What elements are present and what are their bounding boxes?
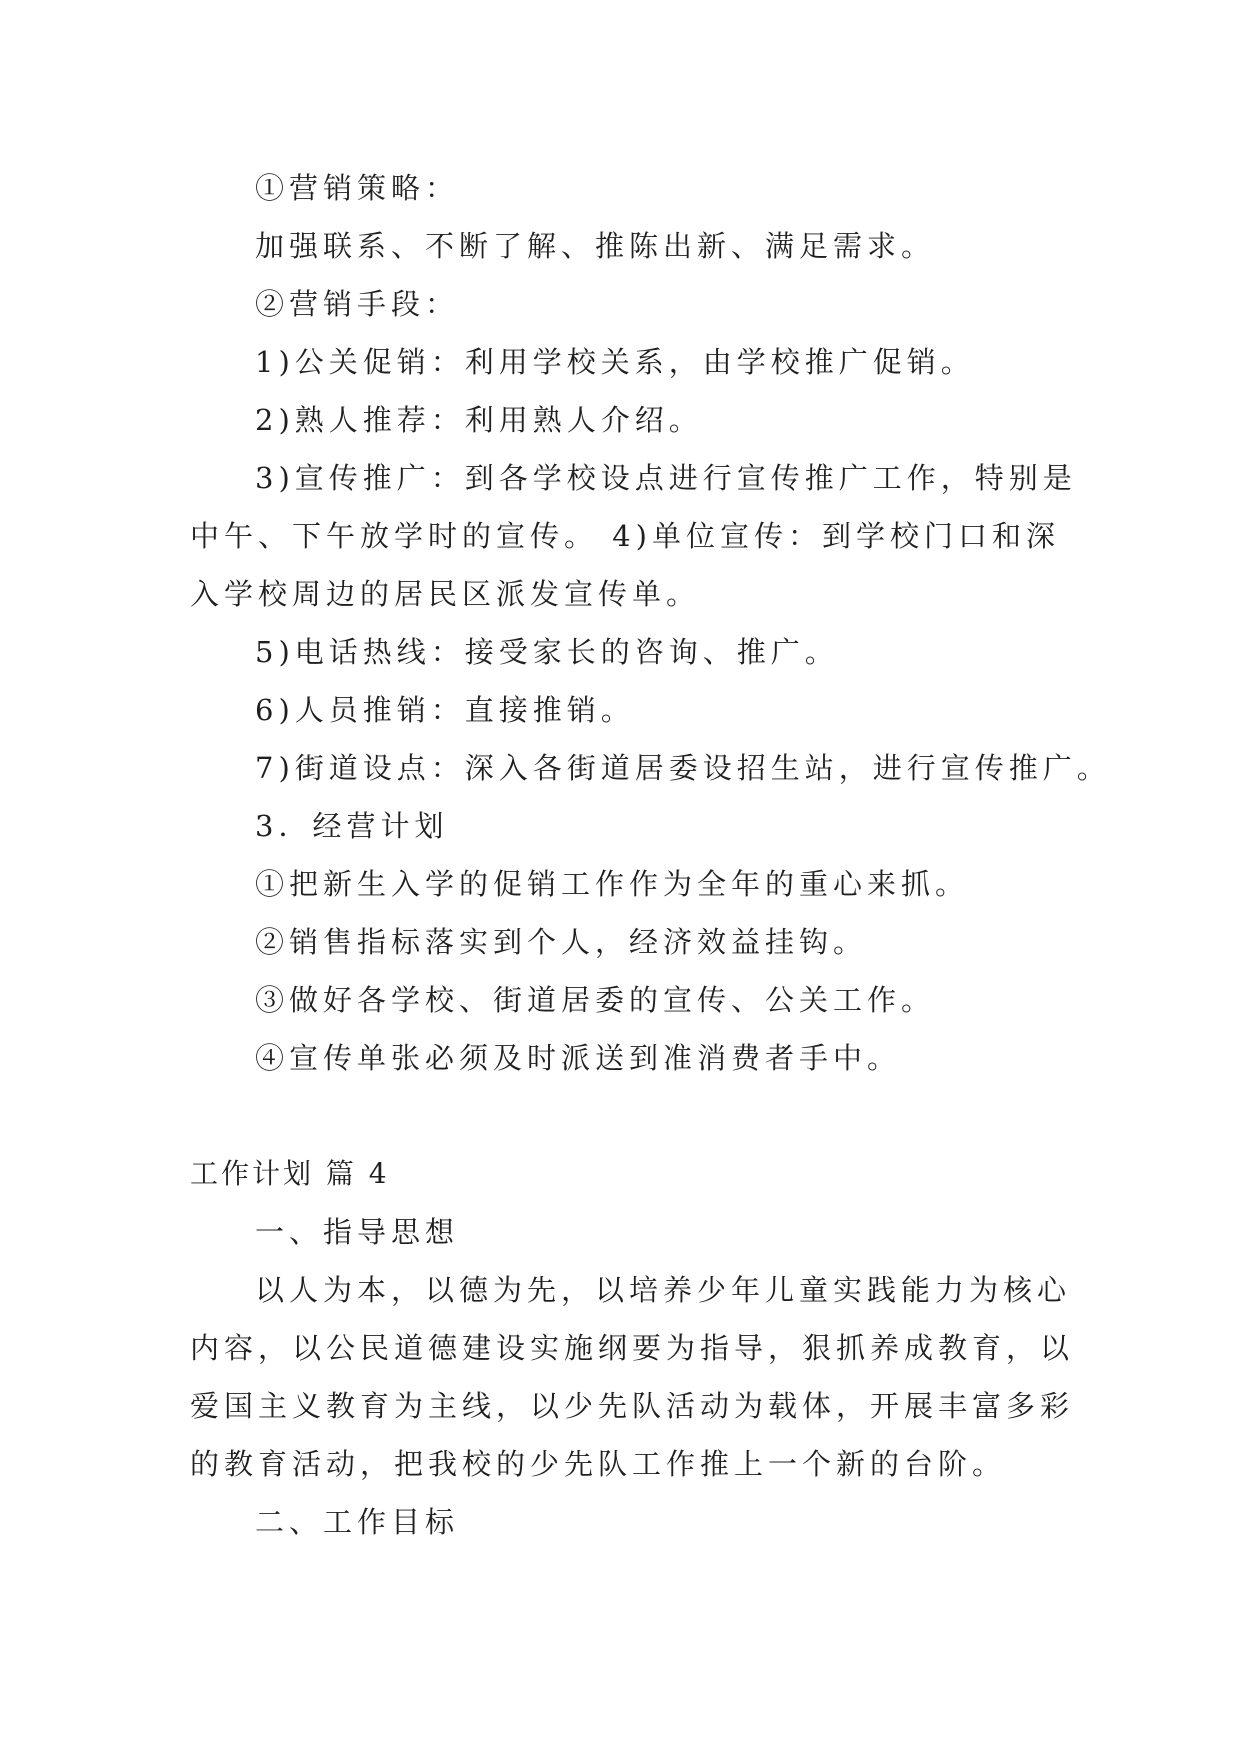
text-line: ③做好各学校、街道居委的宣传、公关工作。 <box>255 983 936 1017</box>
text-line: 7)街道设点：深入各街道居委设招生站，进行宣传推广。 <box>255 751 1111 785</box>
text-line: ①营销策略： <box>255 171 460 205</box>
section-heading: 一、指导思想 <box>255 1215 460 1249</box>
text-line: ④宣传单张必须及时派送到准消费者手中。 <box>255 1041 902 1075</box>
text-line: 入学校周边的居民区派发宣传单。 <box>190 577 701 611</box>
text-line: 内容，以公民道德建设实施纲要为指导，狠抓养成教育，以 <box>190 1331 1075 1365</box>
text-line: 6)人员推销：直接推销。 <box>255 693 635 727</box>
text-line: 爱国主义教育为主线，以少先队活动为载体，开展丰富多彩 <box>190 1389 1075 1423</box>
text-line: 以人为本，以德为先，以培养少年儿童实践能力为核心 <box>255 1273 1072 1307</box>
text-line: 1)公关促销：利用学校关系，由学校推广促销。 <box>255 345 975 379</box>
text-line: 中午、下午放学时的宣传。 4)单位宣传：到学校门口和深 <box>190 519 1060 553</box>
text-line: ①把新生入学的促销工作作为全年的重心来抓。 <box>255 867 970 901</box>
section-heading: 3．经营计划 <box>255 809 449 843</box>
text-line: 的教育活动，把我校的少先队工作推上一个新的台阶。 <box>190 1447 1007 1481</box>
text-line: 5)电话热线：接受家长的咨询、推广。 <box>255 635 839 669</box>
text-line: ②销售指标落实到个人，经济效益挂钩。 <box>255 925 868 959</box>
text-line: 加强联系、不断了解、推陈出新、满足需求。 <box>255 229 936 263</box>
section-heading: 二、工作目标 <box>255 1505 460 1539</box>
text-line: 3)宣传推广：到各学校设点进行宣传推广工作，特别是 <box>255 461 1077 495</box>
text-line: 2)熟人推荐：利用熟人介绍。 <box>255 403 703 437</box>
article-title: 工作计划 篇 4 <box>190 1157 390 1190</box>
text-line: ②营销手段： <box>255 287 460 321</box>
